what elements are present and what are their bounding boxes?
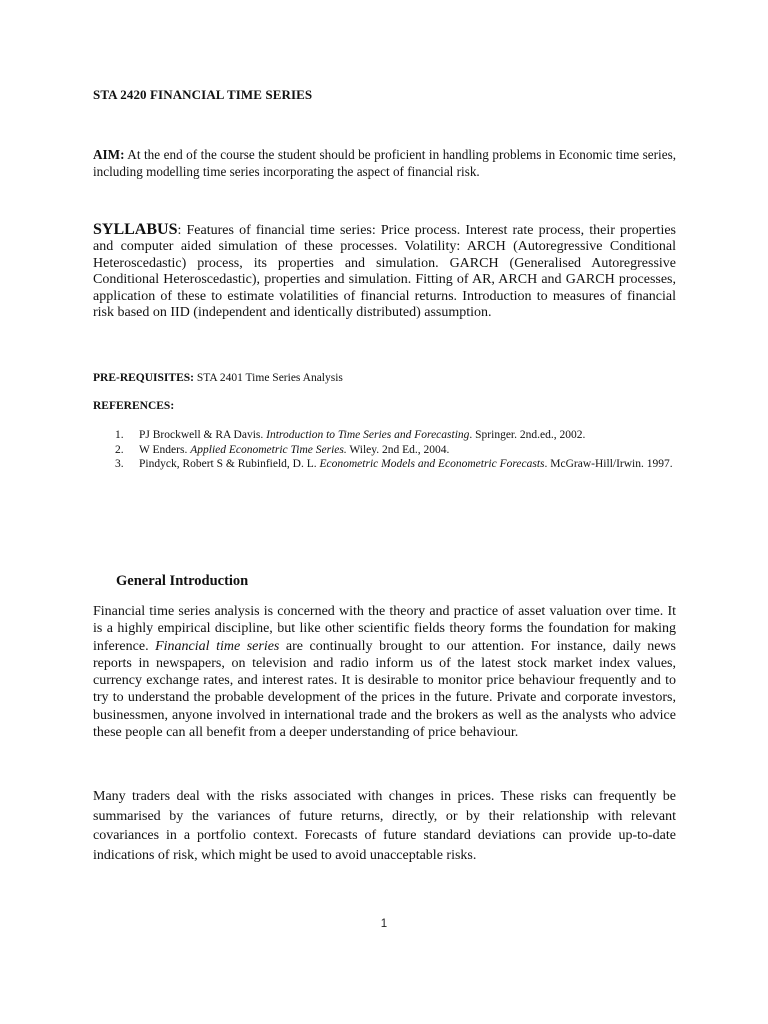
reference-title: Econometric Models and Econometric Forecasts [319,458,545,470]
introduction-paragraph-2: Many traders deal with the risks associated with changes in prices. These risks can frequently be summarised by the variances of future returns, directly, or by their relationship with relevant covariances in a portfolio context. Forecasts of future standard deviations can provide up-to-date indications of risk, which might be used to avoid unacceptable risks. [93,789,676,863]
syllabus-label: SYLLABUS [93,221,178,238]
reference-item-2 [115,443,677,458]
reference-authors: PJ Brockwell & RA Davis. [139,429,267,441]
reference-number: 3. [115,458,124,470]
introduction-paragraph-1 [93,603,676,741]
prerequisites-label: PRE-REQUISITES: [93,372,194,384]
reference-authors: Pindyck, Robert S & Rubinfield, D. L. [139,458,320,470]
reference-title: Introduction to Time Series and Forecasting [266,429,470,441]
course-title: STA 2420 FINANCIAL TIME SERIES [93,87,313,102]
intro-emphasis: Financial time series [155,638,280,654]
reference-number: 2. [115,443,124,456]
general-introduction-heading: General Introduction [116,573,249,589]
reference-publisher: . Springer. 2nd.ed., 2002. [469,429,586,441]
intro-text-start: Financial time series analysis is concerned with the theory and practice of asset valuation over time. It is a highly empirical discipline, but like other scientific fields theory forms the foundation for making inference. [93,604,676,654]
syllabus-paragraph [93,222,676,321]
reference-number: 1. [115,429,124,441]
aim-label: AIM: [93,147,125,162]
references-heading: REFERENCES: [93,400,175,412]
syllabus-text: : Features of financial time series: Price process. Interest rate process, their properties and computer aided simulation of these processes. Volatility: ARCH (Autoregressive Conditional Heteroscedastic) process, its properties and simulation. GARCH (Generalised Autoregressive Conditional Heteroscedastic), properties and simulation. Fitting of AR, ARCH and GARCH processes, application of these to estimate volatilities of financial returns. Introduction to measures of financial risk based on IID (independent and identically distributed) assumption. [93,223,676,321]
reference-publisher: Wiley. 2nd Ed., 2004. [346,443,450,456]
aim-paragraph [93,146,676,180]
references-list [115,428,677,472]
aim-text: At the end of the course the student should be proficient in handling problems in Economic time series, including modelling time series incorporating the aspect of financial risk. [93,147,676,179]
reference-authors: W Enders. [139,443,191,456]
reference-publisher: . McGraw-Hill/Irwin. 1997. [544,458,673,470]
prerequisites-line [93,372,343,384]
intro-text-end: are continually brought to our attention. For instance, daily news reports in newspapers, on television and radio inform us of the latest stock market index values, currency exchange rates, and interest rates. It is desirable to monitor price behaviour frequently and to try to understand the probable development of the prices in the future. Private and corporate investors, businessmen, anyone involved in international trade and the brokers as well as the analysts who advice these people can all benefit from a deeper understanding of price behaviour. [93,638,677,741]
reference-title: Applied Econometric Time Series. [190,443,347,456]
reference-item-1 [115,428,677,443]
reference-item-3 [115,457,677,472]
prerequisites-text: STA 2401 Time Series Analysis [193,372,343,384]
page-number: 1 [380,918,388,930]
